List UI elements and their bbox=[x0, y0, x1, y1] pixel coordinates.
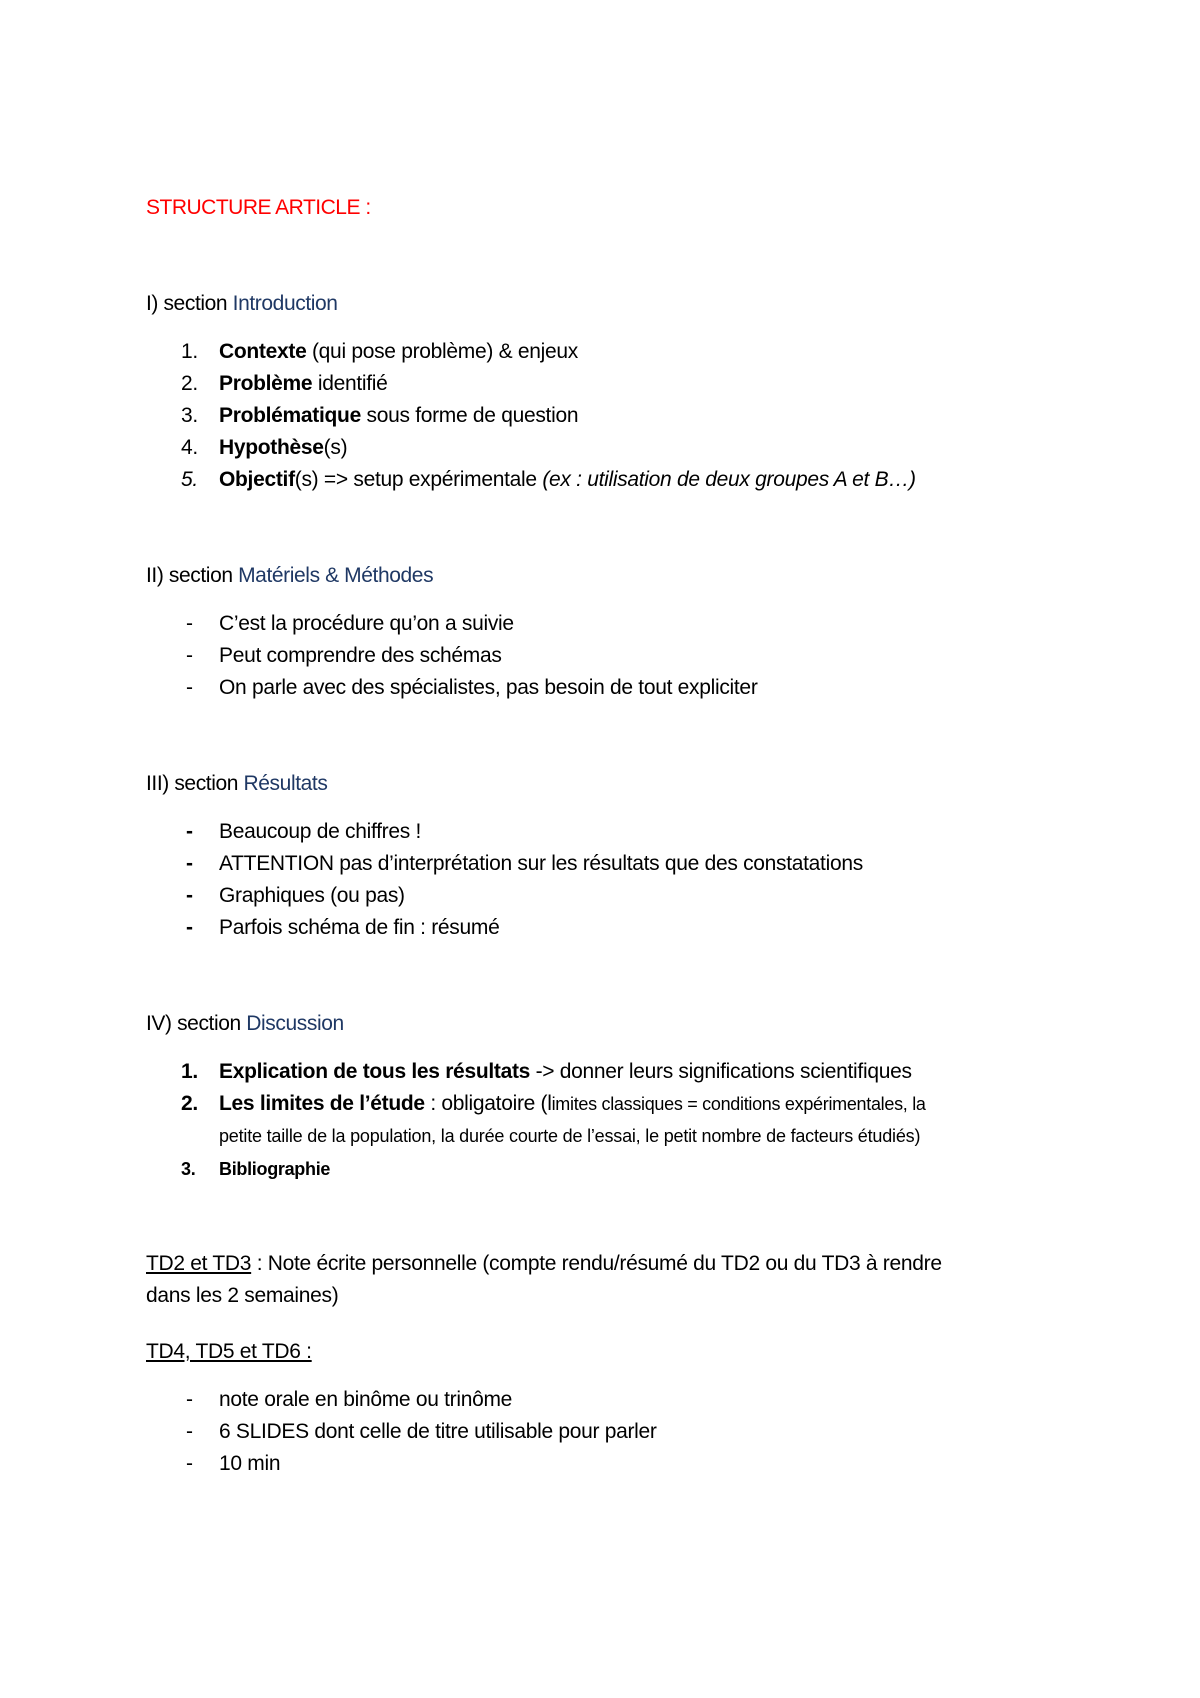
section-prefix: I) section bbox=[146, 292, 233, 315]
list-item-text: Peut comprendre des schémas bbox=[219, 644, 502, 667]
list-item-text: -> donner leurs significations scientifiques bbox=[530, 1060, 912, 1083]
list-item-text: note orale en binôme ou trinôme bbox=[219, 1388, 513, 1411]
section-heading-discussion bbox=[146, 1008, 344, 1040]
list-item-bold: Explication de tous les résultats bbox=[219, 1060, 531, 1083]
section-heading-results bbox=[146, 768, 327, 800]
td23-label: TD2 et TD3 bbox=[146, 1252, 252, 1275]
list-item-continuation: petite taille de la population, la durée courte de l’essai, le petit nombre de facteurs étudiés) bbox=[219, 1126, 921, 1146]
list-number: 2. bbox=[181, 1092, 198, 1115]
td23-text: : Note écrite personnelle (compte rendu/résumé du TD2 ou du TD3 à rendre bbox=[251, 1252, 942, 1275]
list-item-bold: Hypothèse bbox=[219, 436, 324, 459]
list-dash: - bbox=[186, 884, 193, 907]
list-item-text: (s) bbox=[323, 436, 348, 459]
td23-continuation: dans les 2 semaines) bbox=[146, 1284, 339, 1307]
list-item-bold: Problématique bbox=[219, 404, 361, 427]
list-item-small-text: imites classiques = conditions expérimentales, la bbox=[551, 1094, 926, 1114]
list-dash: - bbox=[186, 1420, 193, 1443]
list-number: 3. bbox=[181, 404, 198, 427]
list-dash: - bbox=[186, 820, 193, 843]
list-item-text: Parfois schéma de fin : résumé bbox=[219, 916, 500, 939]
list-item-bold: Bibliographie bbox=[219, 1159, 331, 1179]
list-item-bold: Problème bbox=[219, 372, 313, 395]
list-dash: - bbox=[186, 612, 193, 635]
list-item-bold: Contexte bbox=[219, 340, 307, 363]
section-prefix: III) section bbox=[146, 772, 244, 795]
list-item-text: On parle avec des spécialistes, pas besoin de tout expliciter bbox=[219, 676, 758, 699]
list-dash: - bbox=[186, 1452, 193, 1475]
section-heading-introduction bbox=[146, 288, 338, 320]
list-item-text: 6 SLIDES dont celle de titre utilisable pour parler bbox=[219, 1420, 657, 1443]
list-item-text: Graphiques (ou pas) bbox=[219, 884, 405, 907]
list-item-text: sous forme de question bbox=[360, 404, 579, 427]
list-number: 1. bbox=[181, 340, 198, 363]
td456-label: TD4, TD5 et TD6 : bbox=[146, 1340, 312, 1363]
td23-paragraph bbox=[146, 1248, 942, 1280]
section-heading-methods bbox=[146, 560, 433, 592]
list-item-text: (s) => setup expérimentale bbox=[294, 468, 543, 491]
list-dash: - bbox=[186, 644, 193, 667]
list-item-text: identifié bbox=[312, 372, 388, 395]
list-item-text: (qui pose problème) & enjeux bbox=[306, 340, 578, 363]
list-dash: - bbox=[186, 1388, 193, 1411]
list-item-text: 10 min bbox=[219, 1452, 281, 1475]
section-name: Introduction bbox=[232, 292, 338, 315]
list-item-text: C’est la procédure qu’on a suivie bbox=[219, 612, 514, 635]
list-item-bold: Objectif bbox=[219, 468, 295, 491]
list-item-text: Beaucoup de chiffres ! bbox=[219, 820, 421, 843]
list-number: 1. bbox=[181, 1060, 198, 1083]
list-dash: - bbox=[186, 676, 193, 699]
list-dash: - bbox=[186, 916, 193, 939]
list-item-bold: Les limites de l’étude bbox=[219, 1092, 425, 1115]
list-number: 2. bbox=[181, 372, 198, 395]
list-number: 3. bbox=[181, 1159, 196, 1179]
list-item-text: : obligatoire (l bbox=[424, 1092, 552, 1115]
document-title: STRUCTURE ARTICLE : bbox=[146, 196, 371, 219]
section-name: Résultats bbox=[243, 772, 328, 795]
list-dash: - bbox=[186, 852, 193, 875]
list-number: 4. bbox=[181, 436, 198, 459]
list-item-text: ATTENTION pas d’interprétation sur les résultats que des constatations bbox=[219, 852, 863, 875]
section-prefix: IV) section bbox=[146, 1012, 247, 1035]
list-number: 5. bbox=[181, 468, 198, 491]
list-item-italic: (ex : utilisation de deux groupes A et B…) bbox=[542, 468, 916, 491]
section-prefix: II) section bbox=[146, 564, 239, 587]
section-name: Discussion bbox=[246, 1012, 344, 1035]
section-name: Matériels & Méthodes bbox=[238, 564, 434, 587]
